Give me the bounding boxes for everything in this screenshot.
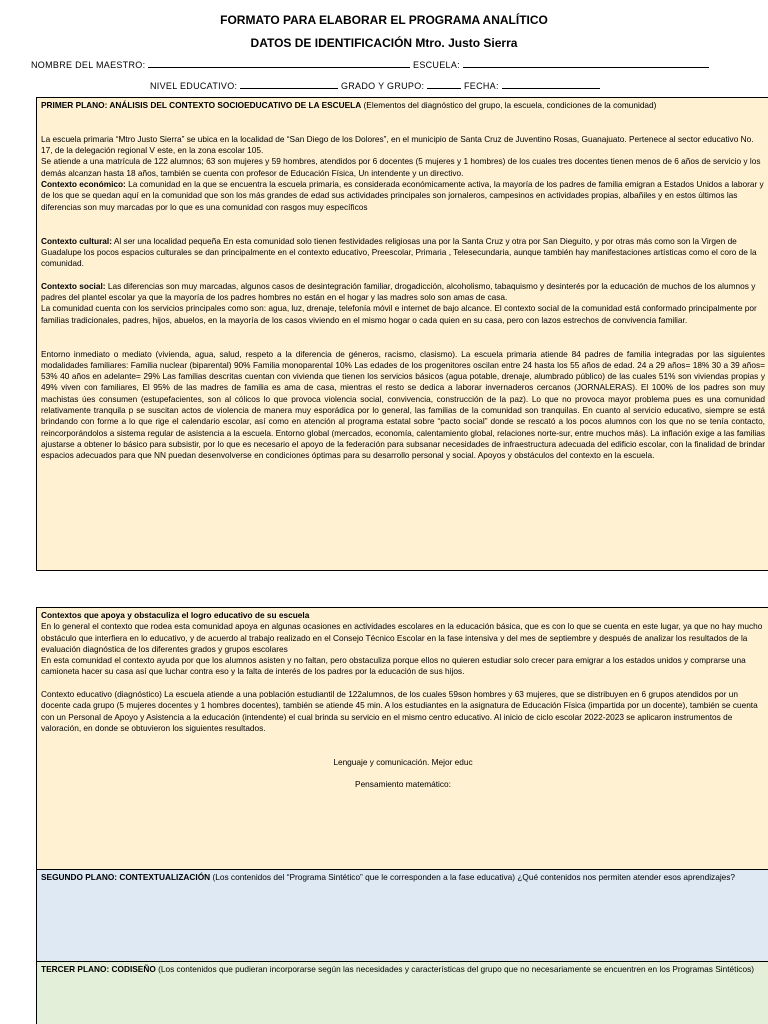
segundo-plano-text: (Los contenidos del “Programa Sintético” que le corresponden a la fase educativa) ¿Qué contenidos nos permiten atender esos aprendizajes? <box>212 872 736 882</box>
primer-plano-heading: PRIMER PLANO: ANÁLISIS DEL CONTEXTO SOCIOEDUCATIVO DE LA ESCUELA <box>41 100 362 110</box>
social-text: Las diferencias son muy marcadas, algunos casos de desintegración familiar, drogadicción, alcoholismo, tabaquismo y desinterés por la educación de muchos de los alumnos y padres del plantel escolar ya que la mayoría de los padres hombres no están en el hogar y las madres solo son amas de casa. <box>41 280 756 303</box>
grado-field[interactable] <box>427 79 461 89</box>
contextos-box <box>36 607 768 870</box>
lenguaje-line: Lenguaje y comunicación. Mejor educ <box>333 756 473 767</box>
contextos-paragraph-2: En esta comunidad el contexto ayuda por que los alumnos asisten y no faltan, pero obstaculiza porque ellos no quieren estudiar solo crecer para emigrar a los estados unidos y comprarse una camioneta hacer su casa así que luchar contra eso y la falta de interés de los padres por la educación de sus hijos. <box>41 655 746 677</box>
fecha-field[interactable] <box>502 79 600 89</box>
maestro-field[interactable] <box>148 58 410 68</box>
fecha-label: FECHA: <box>463 81 499 91</box>
economico-label: Contexto económico: <box>41 179 126 190</box>
primer-plano-heading-line <box>41 100 765 111</box>
maestro-label: NOMBRE DEL MAESTRO: <box>31 60 146 70</box>
contextos-paragraph-1: En lo general el contexto que rodea esta comunidad apoya en algunas ocasiones en actividades escolares en la educación básica, que es con lo que se cuenta en este lugar, ya que no hay mucho obstáculo que interfiera en lo educativo, y de acuerdo al trabajo realizado en el Consejo Técnico Escolar en la fase intensiva y del mes de septiembre y después de analizar los resultados de la evaluación diagnóstica de los diferentes grados y grupos escolares <box>41 621 763 654</box>
cultural-label: Contexto cultural: <box>41 235 112 246</box>
economico-text: La comunidad en la que se encuentra la escuela primaria, es considerada económicamente activa, la mayoría de los padres de familia emigran a Estados Unidos a laborar y de los que se quedan aquí en la comunidad que son los más grandes de edad sus actividades principales son jornaleros, campesinos en actividades propias, albañiles y en estos últimos las diferencias son muy marcadas por lo que es una comunidad con rasgos muy específicos <box>41 179 764 212</box>
contextos-heading: Contextos que apoya y obstaculiza el logro educativo de su escuela <box>41 610 310 620</box>
document-title: FORMATO PARA ELABORAR EL PROGRAMA ANALÍTICO <box>220 13 548 27</box>
grado-label: GRADO Y GRUPO: <box>340 81 425 91</box>
nivel-field[interactable] <box>240 79 338 89</box>
cultural-text: Al ser una localidad pequeña En esta comunidad solo tienen festividades religiosas una por la Santa Cruz y otra por San Dieguito, y por otras más como son la Virgen de Guadalupe los pocos espacios culturales se dan principalmente en el contexto educativo, Preescolar, Primaria , Telesecundaria, aunque también hay manifestaciones artísticas como el coro de la comunidad. <box>41 235 757 269</box>
row-maestro-escuela <box>31 58 709 70</box>
segundo-plano-heading: SEGUNDO PLANO: CONTEXTUALIZACIÓN <box>41 872 211 882</box>
economico-paragraph <box>41 179 765 213</box>
tercer-plano-box <box>36 962 768 1024</box>
document-subtitle: DATOS DE IDENTIFICACIÓN Mtro. Justo Sierra <box>250 36 518 50</box>
cultural-paragraph <box>41 236 765 270</box>
escuela-field[interactable] <box>463 58 709 68</box>
servicios-paragraph: La comunidad cuenta con los servicios principales como son: agua, luz, drenaje, telefonía móvil e internet de bajo alcance. El contexto social de la comunidad está conformado principalmente por familias tradicionales, padres, hijos, abuelos, en la mayoría de los casos viviendo en el mismo hogar o cada quien en su casa, pero con lazos estrechos de convivencia familiar. <box>41 303 757 325</box>
matricula-paragraph: Se atiende a una matrícula de 122 alumnos; 63 son mujeres y 59 hombres, atendidos por 6 docentes (5 mujeres y 1 hombres) de los cuales tres docentes tienen menos de 6 años de servicio y los demás alcanzan hasta 18 años, también se cuenta con profesor de Educación Física, Un intendente y un directivo. <box>41 156 761 178</box>
escuela-label: ESCUELA: <box>413 60 460 70</box>
escuela-paragraph: La escuela primaria “Mtro Justo Sierra” se ubica en la localidad de “San Diego de los Dolores”, en el municipio de Santa Cruz de Juventino Rosas, Guanajuato. Pertenece al sector educativo No. 17, de la delegación regional V este, en la zona escolar 105. <box>41 133 754 156</box>
nivel-label: NIVEL EDUCATIVO: <box>150 81 238 91</box>
tercer-plano-text: (Los contenidos que pudieran incorporarse según las necesidades y características del grupo que no necesariamente se encuentren en los Programas Sintéticos) <box>158 964 754 974</box>
entorno-paragraph: Entorno inmediato o mediato (vivienda, agua, salud, respeto a la diferencia de géneros, racismo, clasismo). La escuela primaria atiende 84 padres de familia integradas por las siguientes modalidades familiares: Familia nuclear (biparental) 90% Familia monoparental 10% Las edades de los progenitores oscilan entre 24 hasta los 55 años de edad. 24 a 29 años= 18% 30 a 39 años= 53% 40 años en adelante= 29% Las familias descritas cuentan con vivienda que tienen los servicios básicos (agua potable, drenaje, alumbrado público) de las cuales 51% son viviendas propias y 49% viven con familiares, El 95% de las madres de familia es ama de casa, mientras el resto se dedica a laborar invernaderos cercanos (JORNALERAS). El 100% de los padres son muy machistas úes consumen (estupefacientes, son al cólicos lo que provoca violencia social, convivencia, construcción de la paz). Lo que no provoca mayor problema pues es una comunidad relativamente tranquila p se suscitan actos de violencia de manera muy esporádica por lo general, las familias de la comunidad son tranquilas. En cuanto al servicio educativo, siempre se está brindando con forme a lo que rige el calendario escolar, así como en atención al programa estatal sobre “pacto social” donde se rescató a los pocos alumnos con los que no se tenía contacto, reincorporándolos a sistema regular de asistencia a la escuela. Entorno global (mercados, economía, calentamiento global, relaciones norte-sur, entre muchos más). La inflación exige a las familias ajustarse a obtener lo básico para subsistir, por lo que es necesario el apoyo de la federación para subsanar necesidades de infraestructura adecuada del edificio escolar, con la finalidad de brindar espacios adecuados para que NN puedan desenvolverse en condiciones óptimas para su desarrollo personal y social. Apoyos y obstáculos del contexto en la escuela. <box>41 348 765 461</box>
social-paragraph <box>41 281 765 304</box>
social-label: Contexto social: <box>41 280 106 291</box>
primer-plano-box <box>36 97 768 571</box>
contexto-educativo-paragraph: Contexto educativo (diagnóstico) La escuela atiende a una población estudiantil de 122alumnos, de los cuales 59son hombres y 63 mujeres, que se distribuyen en 6 grupos atendidos por un docente cada grupo (5 mujeres docentes y 1 hombres docentes), también se atiende 45 min. A los estudiantes en la asignatura de Educación Física (impartida por un docente), también se cuenta con un Personal de Apoyo y Asistencia a la educación (intendente) el cual brinda su servicio en el mismo centro educativo. Al inicio de ciclo escolar 2022-2023 se aplicaron instrumentos de valoración, en donde se obtuvieron los siguientes resultados. <box>41 689 758 733</box>
tercer-plano-heading: TERCER PLANO: CODISEÑO <box>41 964 156 974</box>
pensamiento-line: Pensamiento matemático: <box>355 779 451 790</box>
primer-plano-note: (Elementos del diagnóstico del grupo, la escuela, condiciones de la comunidad) <box>363 100 657 110</box>
row-nivel-grado-fecha <box>150 79 600 91</box>
segundo-plano-box <box>36 870 768 962</box>
